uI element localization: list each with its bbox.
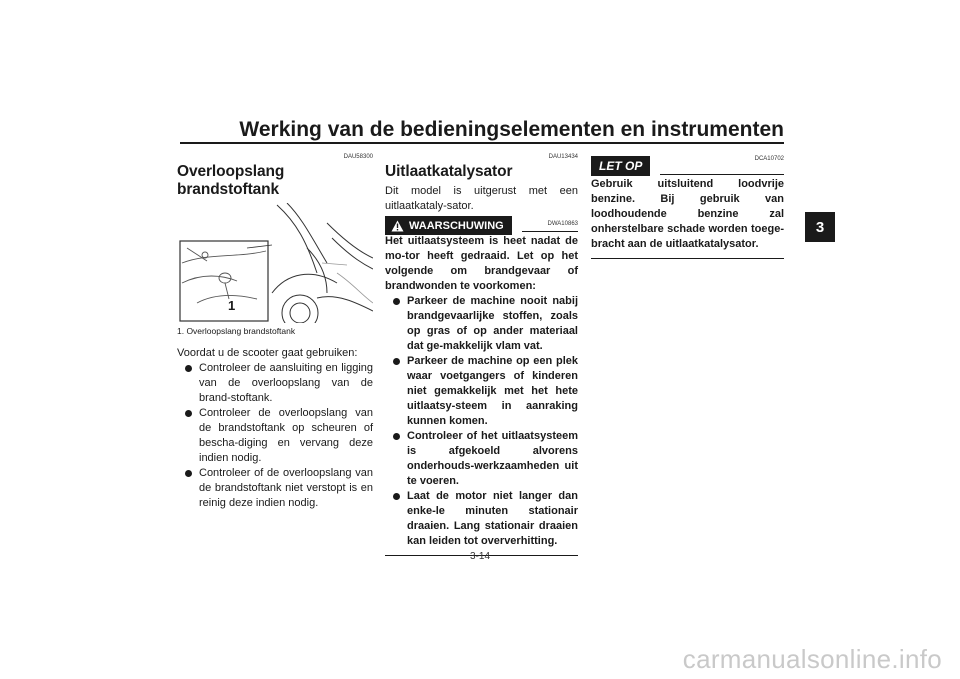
bullet-dot-icon [185,410,192,417]
list-item: Controleer de overloopslang van de brandstoftank op scheuren of bescha-diging en vervang deze indien nodig. [185,406,373,466]
warning-rule [522,231,578,232]
bullet-dot-icon [185,365,192,372]
notice-code: DCA10702 [754,156,784,162]
warning-list [393,294,578,549]
list-item: Parkeer de machine op een plek waar voetgangers of kinderen niet gemakkelijk met het hete uitlaatsy-steem in aanraking kunnen komen. [393,354,578,429]
notice-text: Gebruik uitsluitend loodvrije benzine. Bij gebruik van loodhoudende benzine zal onherstelbare schade worden toege-bracht aan de uitlaatkatalysator. [591,178,784,250]
notice-badge: LET OP [591,156,650,176]
intro-text: Voordat u de scooter gaat gebruiken: [177,347,358,359]
check-list [185,361,373,511]
bullet-dot-icon [393,433,400,440]
intro-text: Dit model is uitgerust met een uitlaatkataly-sator. [385,185,578,212]
page-header-title: Werking van de bedieningselementen en instrumenten [239,118,784,141]
notice-rule [660,174,784,175]
list-item: Controleer de aansluiting en ligging van de overloopslang van de brand-stoftank. [185,361,373,406]
list-item: Controleer of de overloopslang van de brandstoftank niet verstopt is en reinig deze indien nodig. [185,466,373,511]
section-code: DAU58300 [343,154,373,160]
bullet-dot-icon [393,493,400,500]
section-code: DAU13434 [548,154,578,160]
list-item: Controleer of het uitlaatsysteem is afgekoeld alvorens onderhouds-werkzaamheden uit te voeren. [393,429,578,489]
section-heading: Uitlaatkatalysator [385,163,513,180]
figure-caption: 1. Overloopslang brandstoftank [177,326,296,336]
list-item: Laat de motor niet langer dan enke-le minuten stationair draaien. Lang stationair draaien kan leiden tot oververhitting. [393,489,578,549]
section-heading: Overloopslang brandstoftank [177,163,285,198]
bullet-dot-icon [393,298,400,305]
warning-code: DWA10863 [547,221,578,227]
warning-badge [385,216,512,235]
bullet-dot-icon [185,470,192,477]
notice-end-rule [591,258,784,259]
header-rule [180,142,784,144]
warning-triangle-icon [391,220,404,232]
column-notice [591,148,784,259]
warning-text: Het uitlaatsysteem is heet nadat de mo-tor heeft gedraaid. Let op het volgende om brandgevaar of brandwonden te voorkomen: [385,235,578,292]
chapter-tab: 3 [805,212,835,242]
figure-callout-number: 1 [228,298,236,313]
watermark: carmanualsonline.info [682,644,942,674]
scooter-illustration [177,203,373,323]
warning-label: WAARSCHUWING [409,219,504,232]
list-item: Parkeer de machine nooit nabij brandgevaarlijke stoffen, zoals op gras of op ander materiaal dat ge-makkelijk vlam vat. [393,294,578,354]
column-catalyst [385,148,578,556]
page-number: 3-14 [469,551,490,562]
column-fuel-overflow [177,148,373,511]
bullet-dot-icon [393,358,400,365]
